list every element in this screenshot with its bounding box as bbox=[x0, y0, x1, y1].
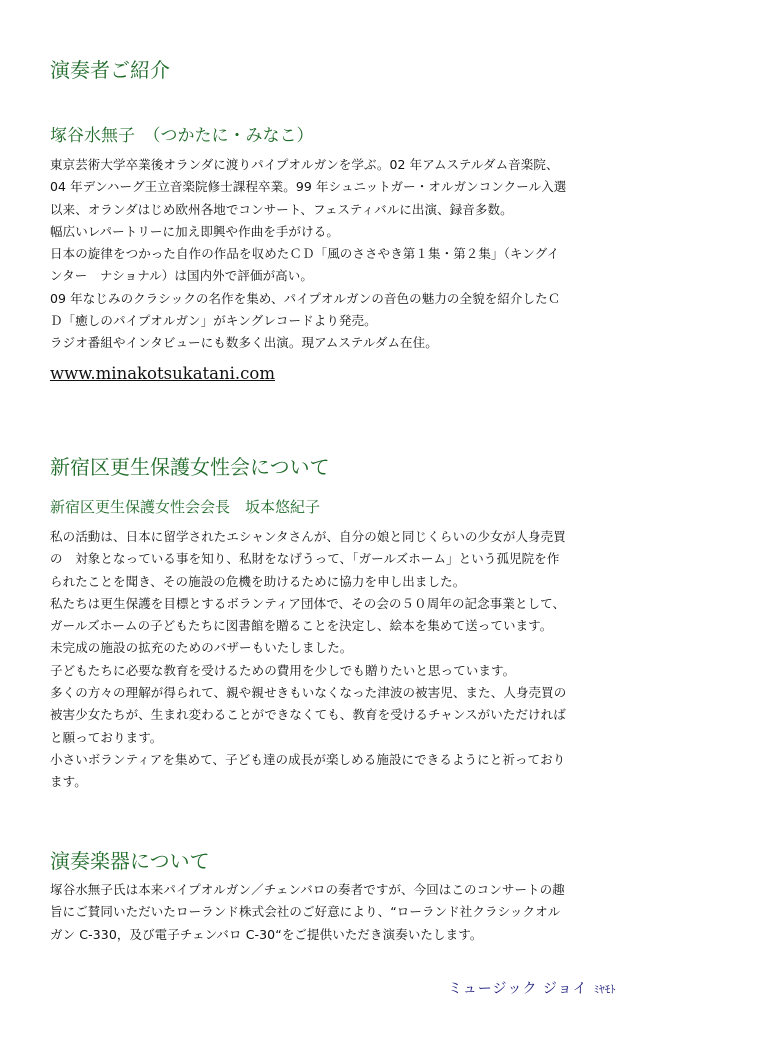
performer-name: 塚谷水無子 （つかたに・みなこ） bbox=[50, 126, 314, 146]
body-line: 子どもたちに必要な教育を受けるための費用を少しでも贈りたいと思っています。 bbox=[50, 662, 516, 678]
bio-line: 東京芸術大学卒業後オランダに渡りパイプオルガンを学ぶ。02 年アムステルダム音楽院、 bbox=[50, 157, 559, 172]
body-line: 未完成の施設の拡充のためのバザーもいたしました。 bbox=[50, 640, 353, 656]
body-line: と願っております。 bbox=[50, 729, 163, 745]
association-body bbox=[50, 526, 690, 794]
bio-line: 日本の旋律をつかった自作の作品を収めたＣＤ「風のささやき第１集・第２集」（キングイ bbox=[50, 246, 560, 262]
body-line: 多くの方々の理解が得られて、親や親せきもいなくなった津波の被害児、また、人身売買の bbox=[50, 685, 567, 701]
bio-line: ンター ナショナル）は国内外で評価が高い。 bbox=[50, 268, 313, 284]
bio-line: Ｄ「癒しのパイプオルガン」がキングレコードより発売。 bbox=[50, 313, 377, 329]
body-line: ます。 bbox=[50, 774, 87, 790]
instruments-body bbox=[50, 879, 690, 946]
instruments-title: 演奏楽器について bbox=[50, 849, 210, 873]
signature bbox=[448, 978, 616, 998]
bio-line: 以来、オランダはじめ欧州各地でコンサート、フェスティバルに出演、録音多数。 bbox=[50, 201, 513, 217]
body-line: られたことを聞き、その施設の危機を助けるために協力を申し出ました。 bbox=[50, 573, 466, 589]
performer-website-link[interactable]: www.minakotsukatani.com bbox=[50, 364, 275, 383]
bio-line: 幅広いレパートリーに加え即興や作曲を手がける。 bbox=[50, 223, 339, 239]
body-line: 旨にご賛同いただいたローランド株式会社のご好意により、“ローランド社クラシックオル bbox=[50, 904, 561, 920]
performer-bio bbox=[50, 154, 690, 355]
body-line: ガン C-330，及び電子チェンバロ C-30“をご提供いただき演奏いたします。 bbox=[50, 926, 483, 942]
performers-title: 演奏者ご紹介 bbox=[50, 58, 170, 82]
body-line: の 対象となっている事を知り、私財をなげうって、「ガールズホーム」という孤児院を作 bbox=[50, 551, 560, 567]
body-line: 私の活動は、日本に留学されたエシャンタさんが、自分の娘と同じくらいの少女が人身売買 bbox=[50, 529, 566, 544]
body-line: 塚谷水無子氏は本来パイプオルガン／チェンバロの奏者ですが、今回はこのコンサートの趣 bbox=[50, 882, 565, 897]
bio-line: 04 年デンハーグ王立音楽院修士課程卒業。99 年シュニットガー・オルガンコンクール入選 bbox=[50, 179, 567, 195]
bio-line: 09 年なじみのクラシックの名作を集め、パイプオルガンの音色の魅力の全貌を紹介したＣ bbox=[50, 290, 561, 306]
body-line: 私たちは更生保護を目標とするボランティア団体で、その会の５０周年の記念事業として、 bbox=[50, 595, 566, 611]
body-line: ガールズホームの子どもたちに図書館を贈ることを決定し、絵本を集めて送っています。 bbox=[50, 618, 553, 634]
association-subtitle: 新宿区更生保護女性会会長 坂本悠紀子 bbox=[50, 498, 321, 516]
body-line: 小さいボランティアを集めて、子ども達の成長が楽しめる施設にできるようにと祈っており bbox=[50, 751, 566, 767]
signature-main: ミュージック ジョイ bbox=[448, 981, 588, 997]
signature-small: ﾐﾔﾓﾄ bbox=[593, 983, 616, 996]
association-title: 新宿区更生保護女性会について bbox=[50, 455, 330, 479]
body-line: 被害少女たちが、生まれ変わることができなくても、教育を受けるチャンスがいただければ bbox=[50, 707, 566, 723]
bio-line: ラジオ番組やインタビューにも数多く出演。現アムステルダム在住。 bbox=[50, 335, 438, 351]
